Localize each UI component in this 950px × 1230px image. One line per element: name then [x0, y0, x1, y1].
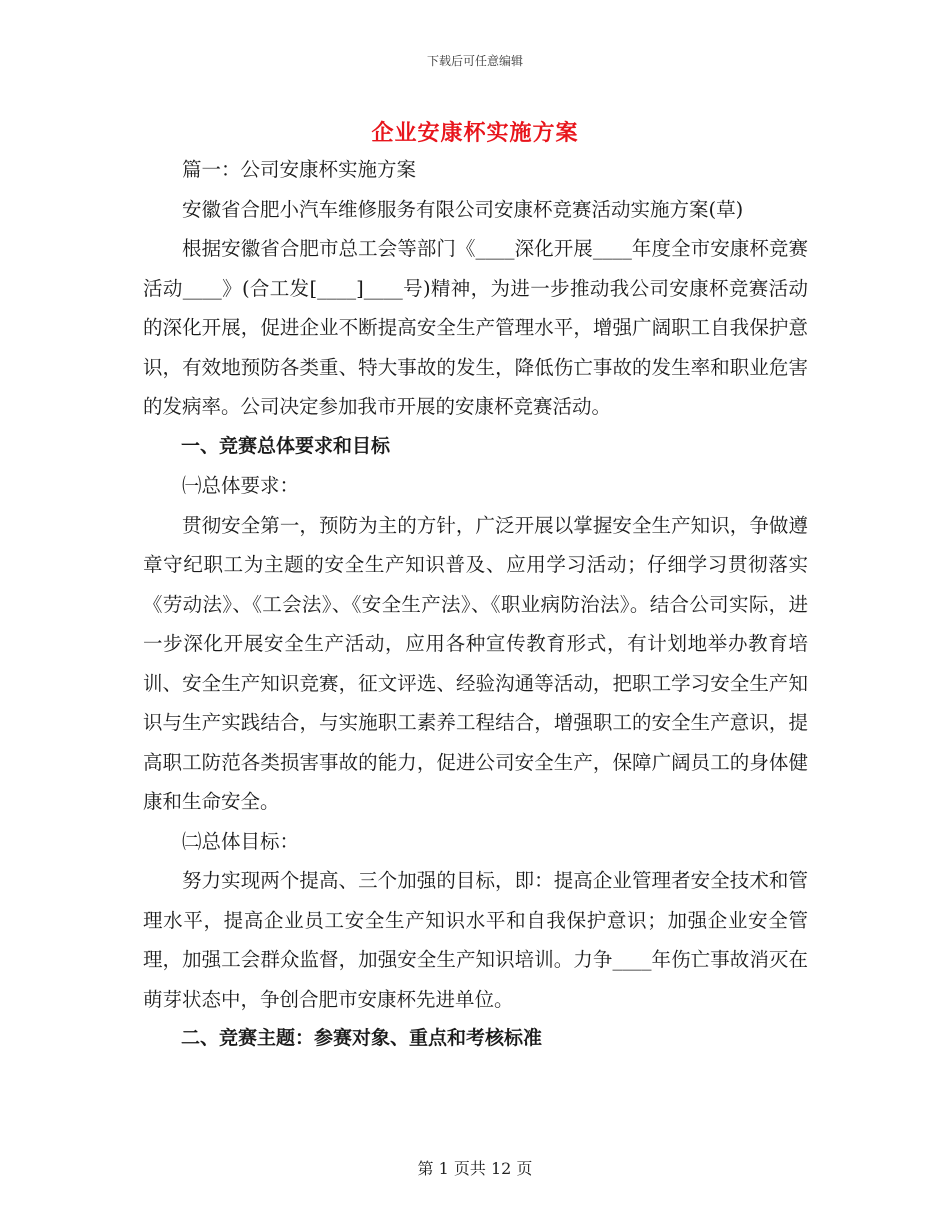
document-body — [143, 150, 808, 1059]
subheading-overall-requirements: ㈠总体要求： — [182, 474, 300, 497]
paragraph-requirements: 贯彻安全第一，预防为主的方针，广泛开展以掌握安全生产知识，争做遵章守纪职工为主题的安全生产知识普及、应用学习活动；仔细学习贯彻落实《劳动法》、《工会法》、《安全生产法》、《职业病防治法》。结合公司实际，进一步深化开展安全生产活动，应用各种宣传教育形式，有计划地举办教育培训、安全生产知识竞赛，征文评选、经验沟通等活动，把职工学习安全生产知识与生产实践结合，与实施职工素养工程结合，增强职工的安全生产意识，提高职工防范各类损害事故的能力，促进公司安全生产，保障广阔员工的身体健康和生命安全。 — [143, 513, 808, 813]
heading-section-2: 二、竞赛主题：参赛对象、重点和考核标准 — [181, 1027, 543, 1049]
paragraph-plan-name: 安徽省合肥小汽车维修服务有限公司安康杯竞赛活动实施方案(草) — [182, 197, 744, 221]
paragraph-section-label: 篇一：公司安康杯实施方案 — [182, 158, 417, 181]
document-title: 企业安康杯实施方案 — [371, 120, 579, 146]
paragraph-goals: 努力实现两个提高、三个加强的目标，即：提高企业管理者安全技术和管理水平，提高企业员工安全生产知识水平和自我保护意识；加强企业安全管理，加强工会群众监督，加强安全生产知识培训。力争____年伤亡事故消灭在萌芽状态中，争创合肥市安康杯先进单位。 — [143, 869, 808, 1011]
page-number-footer: 第 1 页共 12 页 — [417, 1159, 533, 1178]
paragraph-intro: 根据安徽省合肥市总工会等部门《____深化开展____年度全市安康杯竞赛活动____》(合工发[____]____号)精神，为进一步推动我公司安康杯竞赛活动的深化开展，促进企业不断提高安全生产管理水平，增强广阔职工自我保护意识，有效地预防各类重、特大事故的发生，降低伤亡事故的发生率和职业危害的发病率。公司决定参加我市开展的安康杯竞赛活动。 — [143, 237, 808, 418]
page-header-note: 下载后可任意编辑 — [426, 54, 523, 68]
subheading-overall-goals: ㈡总体目标： — [182, 829, 300, 853]
heading-section-1: 一、竞赛总体要求和目标 — [181, 434, 391, 457]
